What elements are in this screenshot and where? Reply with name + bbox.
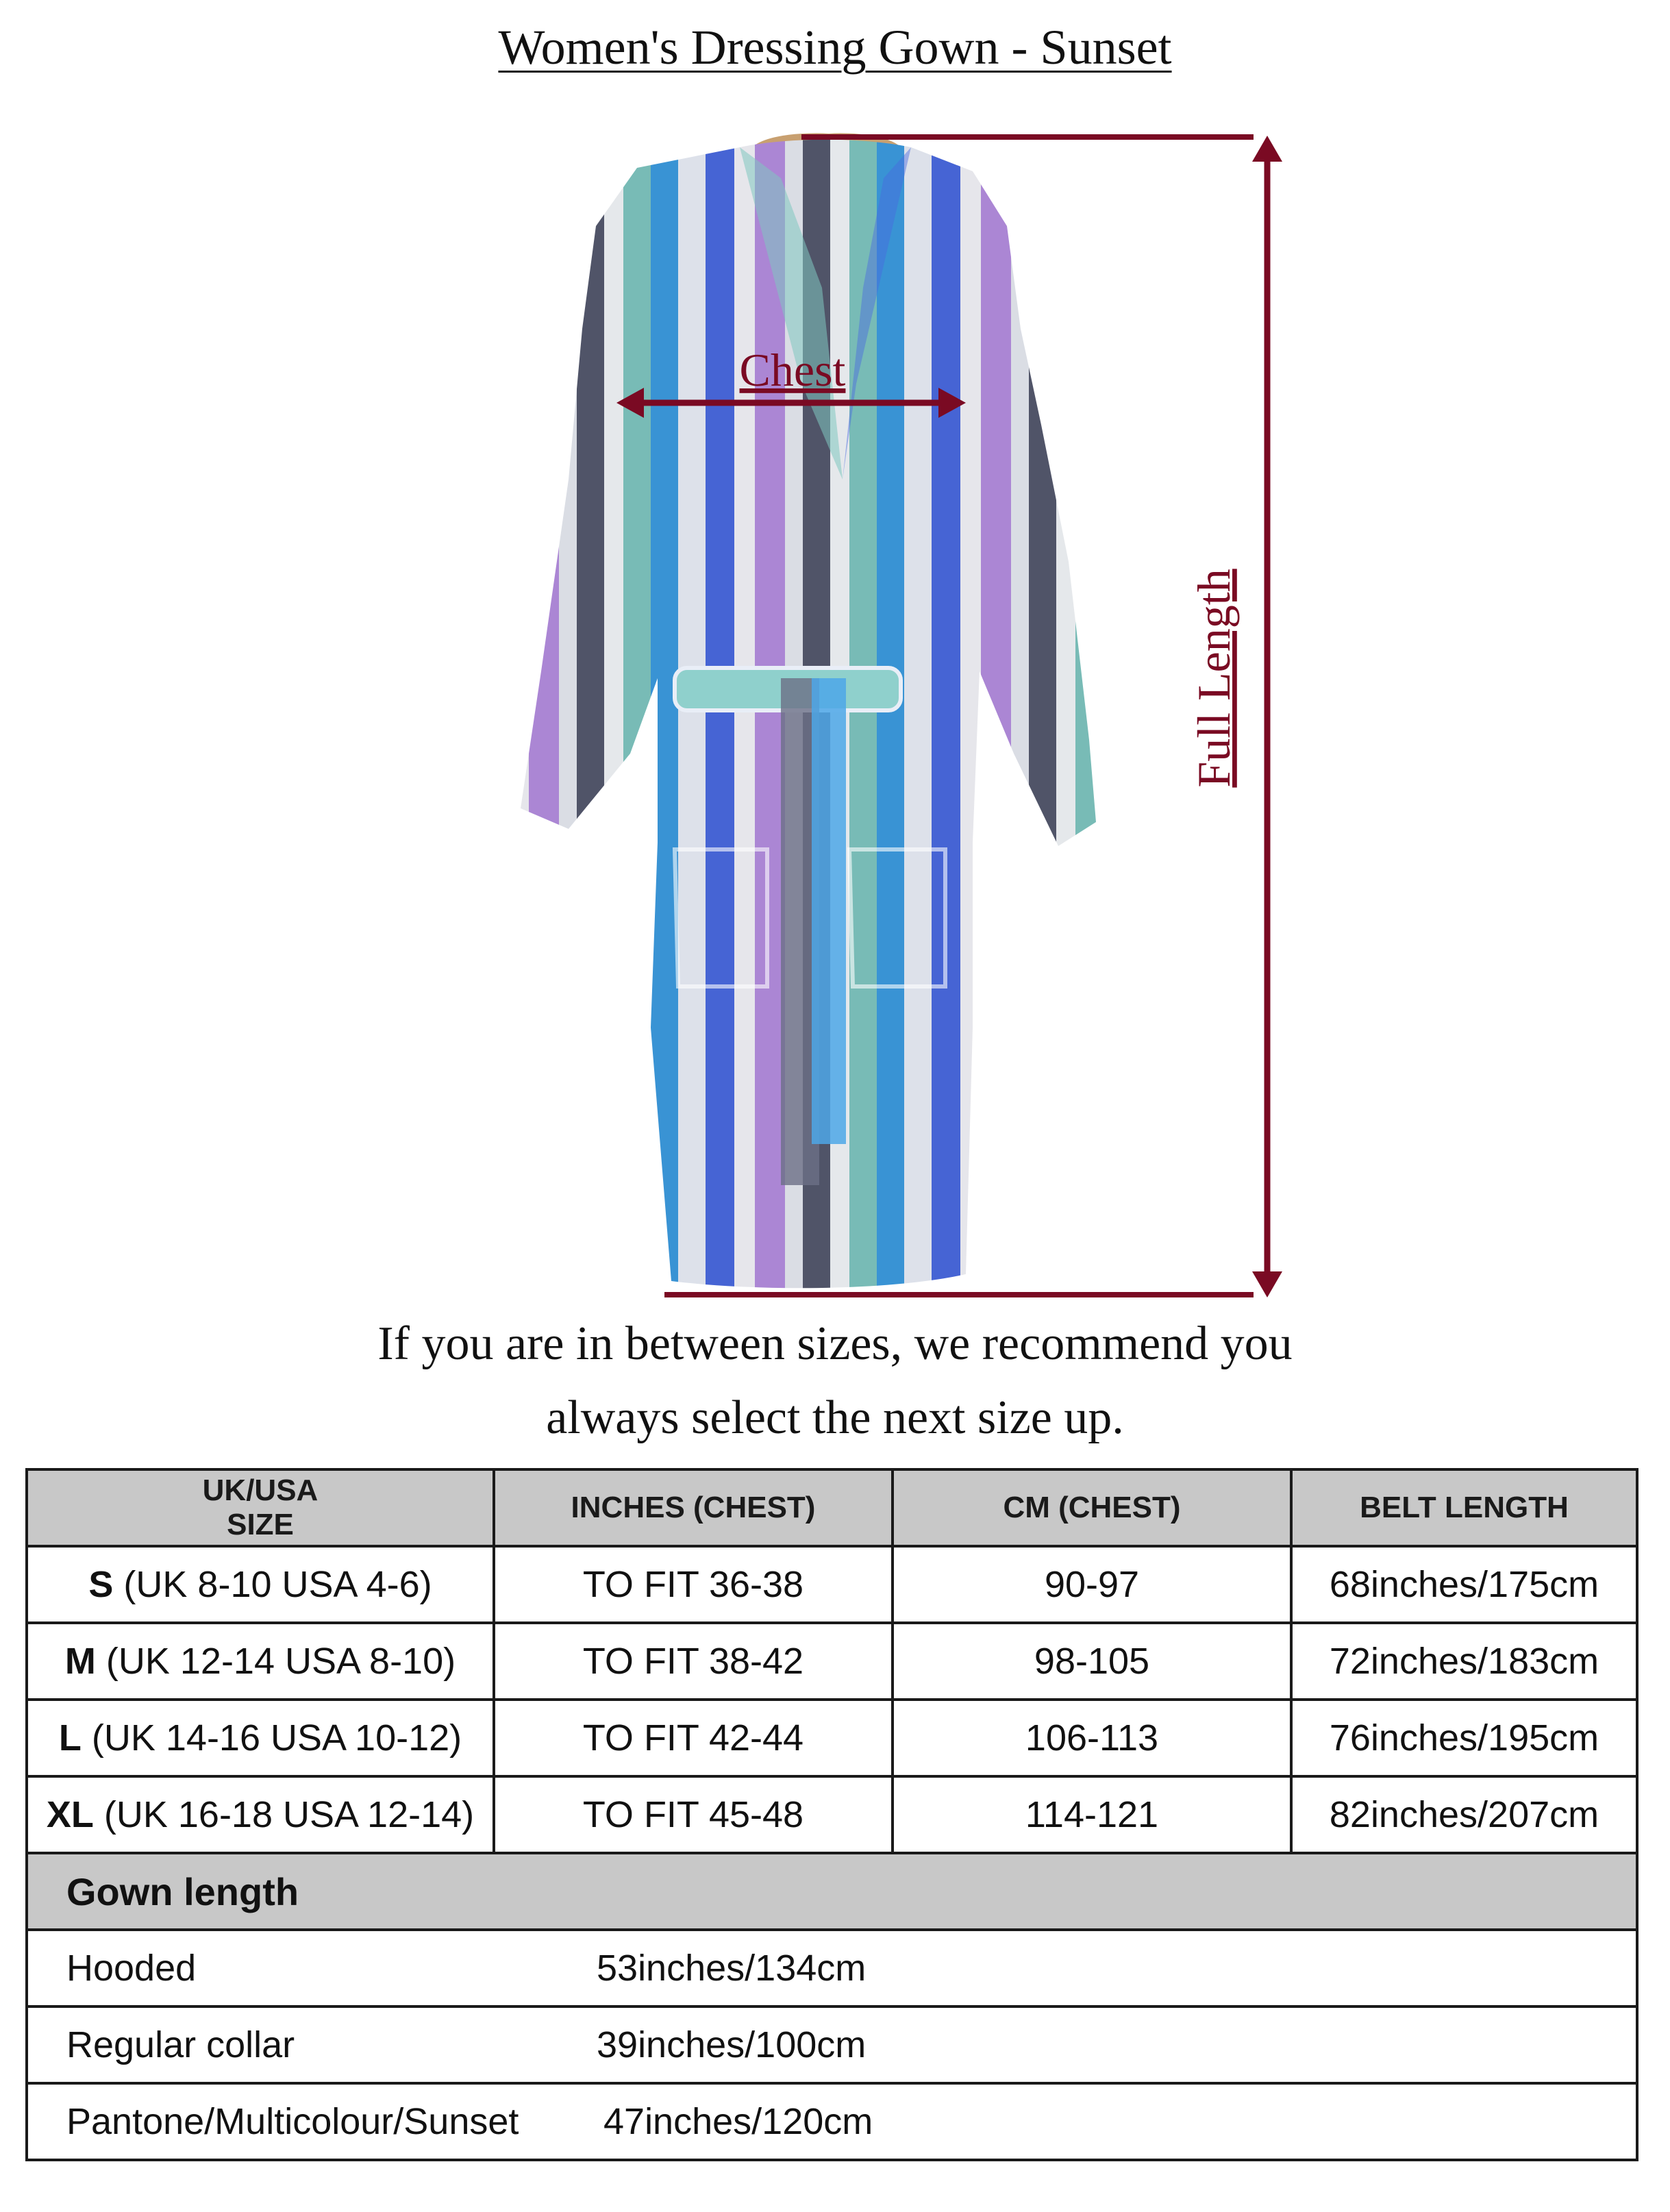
- belt-cell: 72inches/183cm: [1291, 1623, 1637, 1700]
- gown-length-label: Regular collar: [66, 2024, 295, 2065]
- belt-cell: 82inches/207cm: [1291, 1776, 1637, 1853]
- gown-length-cell: [27, 2006, 1637, 2083]
- inches-cell: TO FIT 45-48: [494, 1776, 893, 1853]
- header-size-line1: UK/USA: [202, 1474, 319, 1507]
- size-code: M: [64, 1641, 96, 1682]
- size-chart-header: [27, 1469, 1637, 1546]
- size-code: S: [88, 1564, 114, 1605]
- recommendation-line-2: always select the next size up.: [546, 1391, 1124, 1444]
- cm-cell: 98-105: [893, 1623, 1291, 1700]
- inches-cell: TO FIT 38-42: [494, 1623, 893, 1700]
- recommendation-line-1: If you are in between sizes, we recommend you: [377, 1317, 1293, 1370]
- size-code: XL: [46, 1794, 94, 1835]
- gown-length-label: Hooded: [66, 1948, 197, 1989]
- size-code: L: [58, 1717, 82, 1759]
- size-region: (UK 16-18 USA 12-14): [103, 1794, 475, 1835]
- size-region: (UK 12-14 USA 8-10): [105, 1641, 456, 1682]
- size-cell: [27, 1623, 494, 1700]
- gown-length-label: Pantone/Multicolour/Sunset: [66, 2101, 519, 2142]
- gown-length-heading: Gown length: [27, 1853, 1637, 1930]
- size-cell: [27, 1700, 494, 1776]
- header-inches: INCHES (CHEST): [494, 1469, 893, 1546]
- table-row: [27, 1776, 1637, 1853]
- belt-cell: 76inches/195cm: [1291, 1700, 1637, 1776]
- size-cell: [27, 1776, 494, 1853]
- gown-length-value: 39inches/100cm: [597, 2024, 867, 2065]
- table-row: [27, 1623, 1637, 1700]
- chest-label: Chest: [739, 344, 846, 396]
- table-row: [27, 1546, 1637, 1623]
- gown-length-value: 53inches/134cm: [597, 1948, 867, 1989]
- header-cm: CM (CHEST): [893, 1469, 1291, 1546]
- size-chart-table: [25, 1468, 1638, 2161]
- size-cell: [27, 1546, 494, 1623]
- size-region: (UK 14-16 USA 10-12): [91, 1717, 462, 1759]
- list-item: [27, 2083, 1637, 2160]
- header-size: [27, 1469, 494, 1546]
- gown-length-cell: [27, 2083, 1637, 2160]
- cm-cell: 90-97: [893, 1546, 1291, 1623]
- gown-length-cell: [27, 1930, 1637, 2006]
- belt-cell: 68inches/175cm: [1291, 1546, 1637, 1623]
- gown-length-value: 47inches/120cm: [603, 2101, 873, 2142]
- header-size-line2: SIZE: [227, 1508, 294, 1541]
- list-item: [27, 2006, 1637, 2083]
- table-row: [27, 1700, 1637, 1776]
- full-length-label: Full Length: [1188, 569, 1240, 788]
- page-title: Women's Dressing Gown - Sunset: [498, 20, 1172, 75]
- size-region: (UK 8-10 USA 4-6): [113, 1564, 432, 1605]
- inches-cell: TO FIT 36-38: [494, 1546, 893, 1623]
- inches-cell: TO FIT 42-44: [494, 1700, 893, 1776]
- cm-cell: 106-113: [893, 1700, 1291, 1776]
- gown-length-header: [27, 1853, 1637, 1930]
- header-belt: BELT LENGTH: [1291, 1469, 1637, 1546]
- list-item: [27, 1930, 1637, 2006]
- cm-cell: 114-121: [893, 1776, 1291, 1853]
